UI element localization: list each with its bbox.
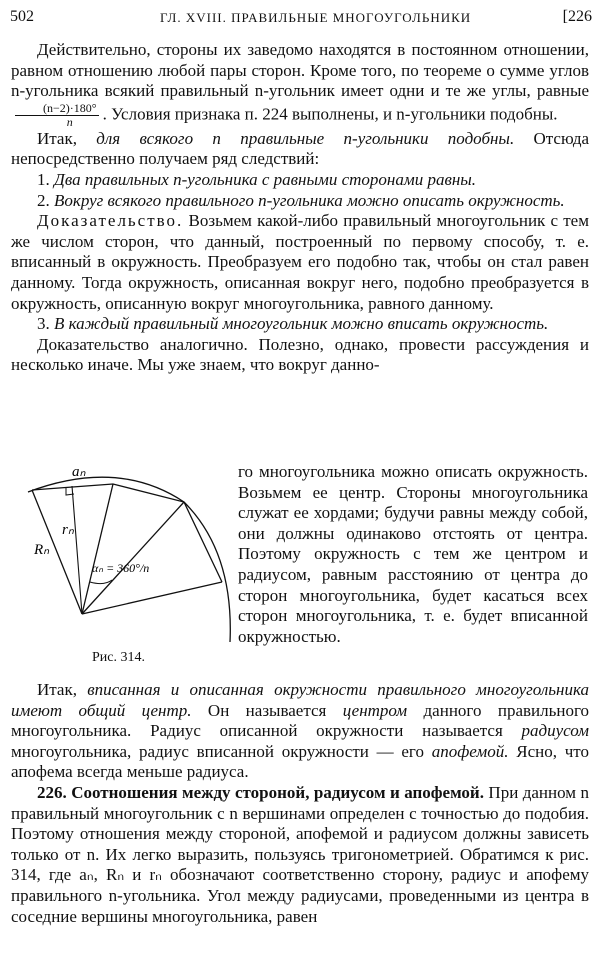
text-block-bottom (11, 680, 589, 927)
text-span: Ясно, что апофема всегда меньше радиуса. (11, 741, 589, 782)
paragraph-text: Доказательство аналогично. Полезно, однако, провести рассуждения и несколько иначе. Мы уже знаем, что вокруг данно- (11, 334, 589, 375)
section-heading: 226. Соотношения между стороной, радиусом и апофемой. (37, 782, 484, 802)
text-block-top (11, 40, 589, 376)
section-reference: [226 (562, 8, 592, 25)
running-header (10, 8, 592, 32)
corollary-number: 2. (37, 190, 54, 210)
paragraph-similarity (11, 40, 589, 129)
corollary-number: 1. (37, 169, 54, 189)
text-span: данного правильного многоугольника. Радиус описанной окружности называется (11, 700, 590, 741)
side-label: aₙ (72, 464, 86, 480)
proof-paragraph (11, 211, 589, 314)
text-span: Он называется (191, 700, 343, 720)
radius-line (82, 582, 222, 614)
paragraph-conclusion (11, 129, 589, 170)
figure-caption: Рис. 314. (92, 650, 145, 665)
corollary-1 (11, 170, 589, 191)
page-number: 502 (10, 8, 34, 25)
corollary-number: 3. (37, 314, 54, 334)
italic-statement: для всякого n правильные n-угольники подобны. (96, 128, 515, 148)
section-text: При данном n правильный многоугольник с n вершинами определен с точностью до подобия. Поэтому отношения между стороной, апофемой и радиусом должны зависеть только от n. Их легко выразить, пользуясь тригонометрией. Обратимся к рис. 314, где aₙ, Rₙ и rₙ обозначают соответственно сторону, радиус и апофему правильного n-угольника. Угол между радиусами, проведенными из центра в соседние вершины многоугольника, равен (11, 782, 589, 926)
polygon-diagram (8, 462, 234, 662)
fraction-denominator: n (66, 114, 73, 129)
paragraph-text: Действительно, стороны их заведомо находятся в постоянном отношении, равном отношению любой пары сторон. Кроме того, по теореме о сумме углов n-угольника всякий правильный n-угольник имеет одни и те же углы, равные (11, 40, 589, 101)
paragraph-text-end: . Условия признака п. 224 выполнены, и n-угольники подобны. (102, 104, 558, 124)
paragraph-proof-analog (11, 335, 589, 376)
angle-fraction (15, 102, 99, 129)
radius-label: Rₙ (34, 542, 50, 558)
apothem-line (72, 486, 82, 614)
text-span: Отсюда непосредственно получаем ряд следствий: (11, 128, 590, 169)
angle-label: αₙ = 360°/n (92, 561, 150, 575)
corollary-2 (11, 191, 589, 212)
proof-text: Возьмем какой-либо правильный многоугольник с тем же числом сторон, что данный, построенный по первому способу, т. е. вписанный в окружность. Преобразуем его подобно так, чтобы он стал равен данному. Тогда окружность, описанная вокруг него, подобно преобразуется в окружность, описанную вокруг многоугольника, равного данному. (11, 211, 589, 313)
text-span: Итак, (37, 128, 97, 148)
term-radius: радиусом (521, 721, 589, 741)
figure-314 (8, 462, 234, 672)
corollary-text: В каждый правильный многоугольник можно вписать окружность. (54, 314, 549, 334)
side-paragraph: го многоугольника можно описать окружность. Возьмем ее центр. Стороны многоугольника служат ее хордами; будучи равны между собой, они должны одинаково отстоять от центра. Поэтому окружность с тем же центром и радиусом, равным расстоянию от центра до сторон многоугольника, будет касаться всех сторон многоугольника, т. е. будет вписанной окружностью. (238, 462, 588, 646)
proof-heading: Доказательство. (37, 211, 184, 231)
corollary-3 (11, 314, 589, 335)
section-226 (11, 783, 589, 927)
italic-statement: вписанная и описанная окружности правильного многоугольника имеют общий центр. (11, 680, 589, 720)
corollary-text: Два правильных n-угольника с равными сторонами равны. (54, 169, 477, 189)
circumscribed-arc (28, 477, 230, 642)
term-apothem: апофемой. (431, 741, 509, 761)
apothem-label: rₙ (62, 522, 74, 538)
fraction-numerator: (n−2)·180° (15, 102, 99, 116)
central-angle-arc (90, 580, 112, 584)
term-center: центром (342, 700, 408, 720)
paragraph-center (11, 680, 589, 783)
text-span: многоугольника, радиус вписанной окружности — его (11, 741, 432, 761)
radius-line (82, 502, 184, 614)
text-span: Итак, (37, 680, 88, 699)
corollary-text: Вокруг всякого правильного n-угольника можно описать окружность. (54, 190, 565, 210)
chapter-title: ГЛ. XVIII. ПРАВИЛЬНЫЕ МНОГОУГОЛЬНИКИ (160, 10, 472, 25)
side-text-block (238, 462, 588, 647)
radius-line (82, 484, 113, 614)
